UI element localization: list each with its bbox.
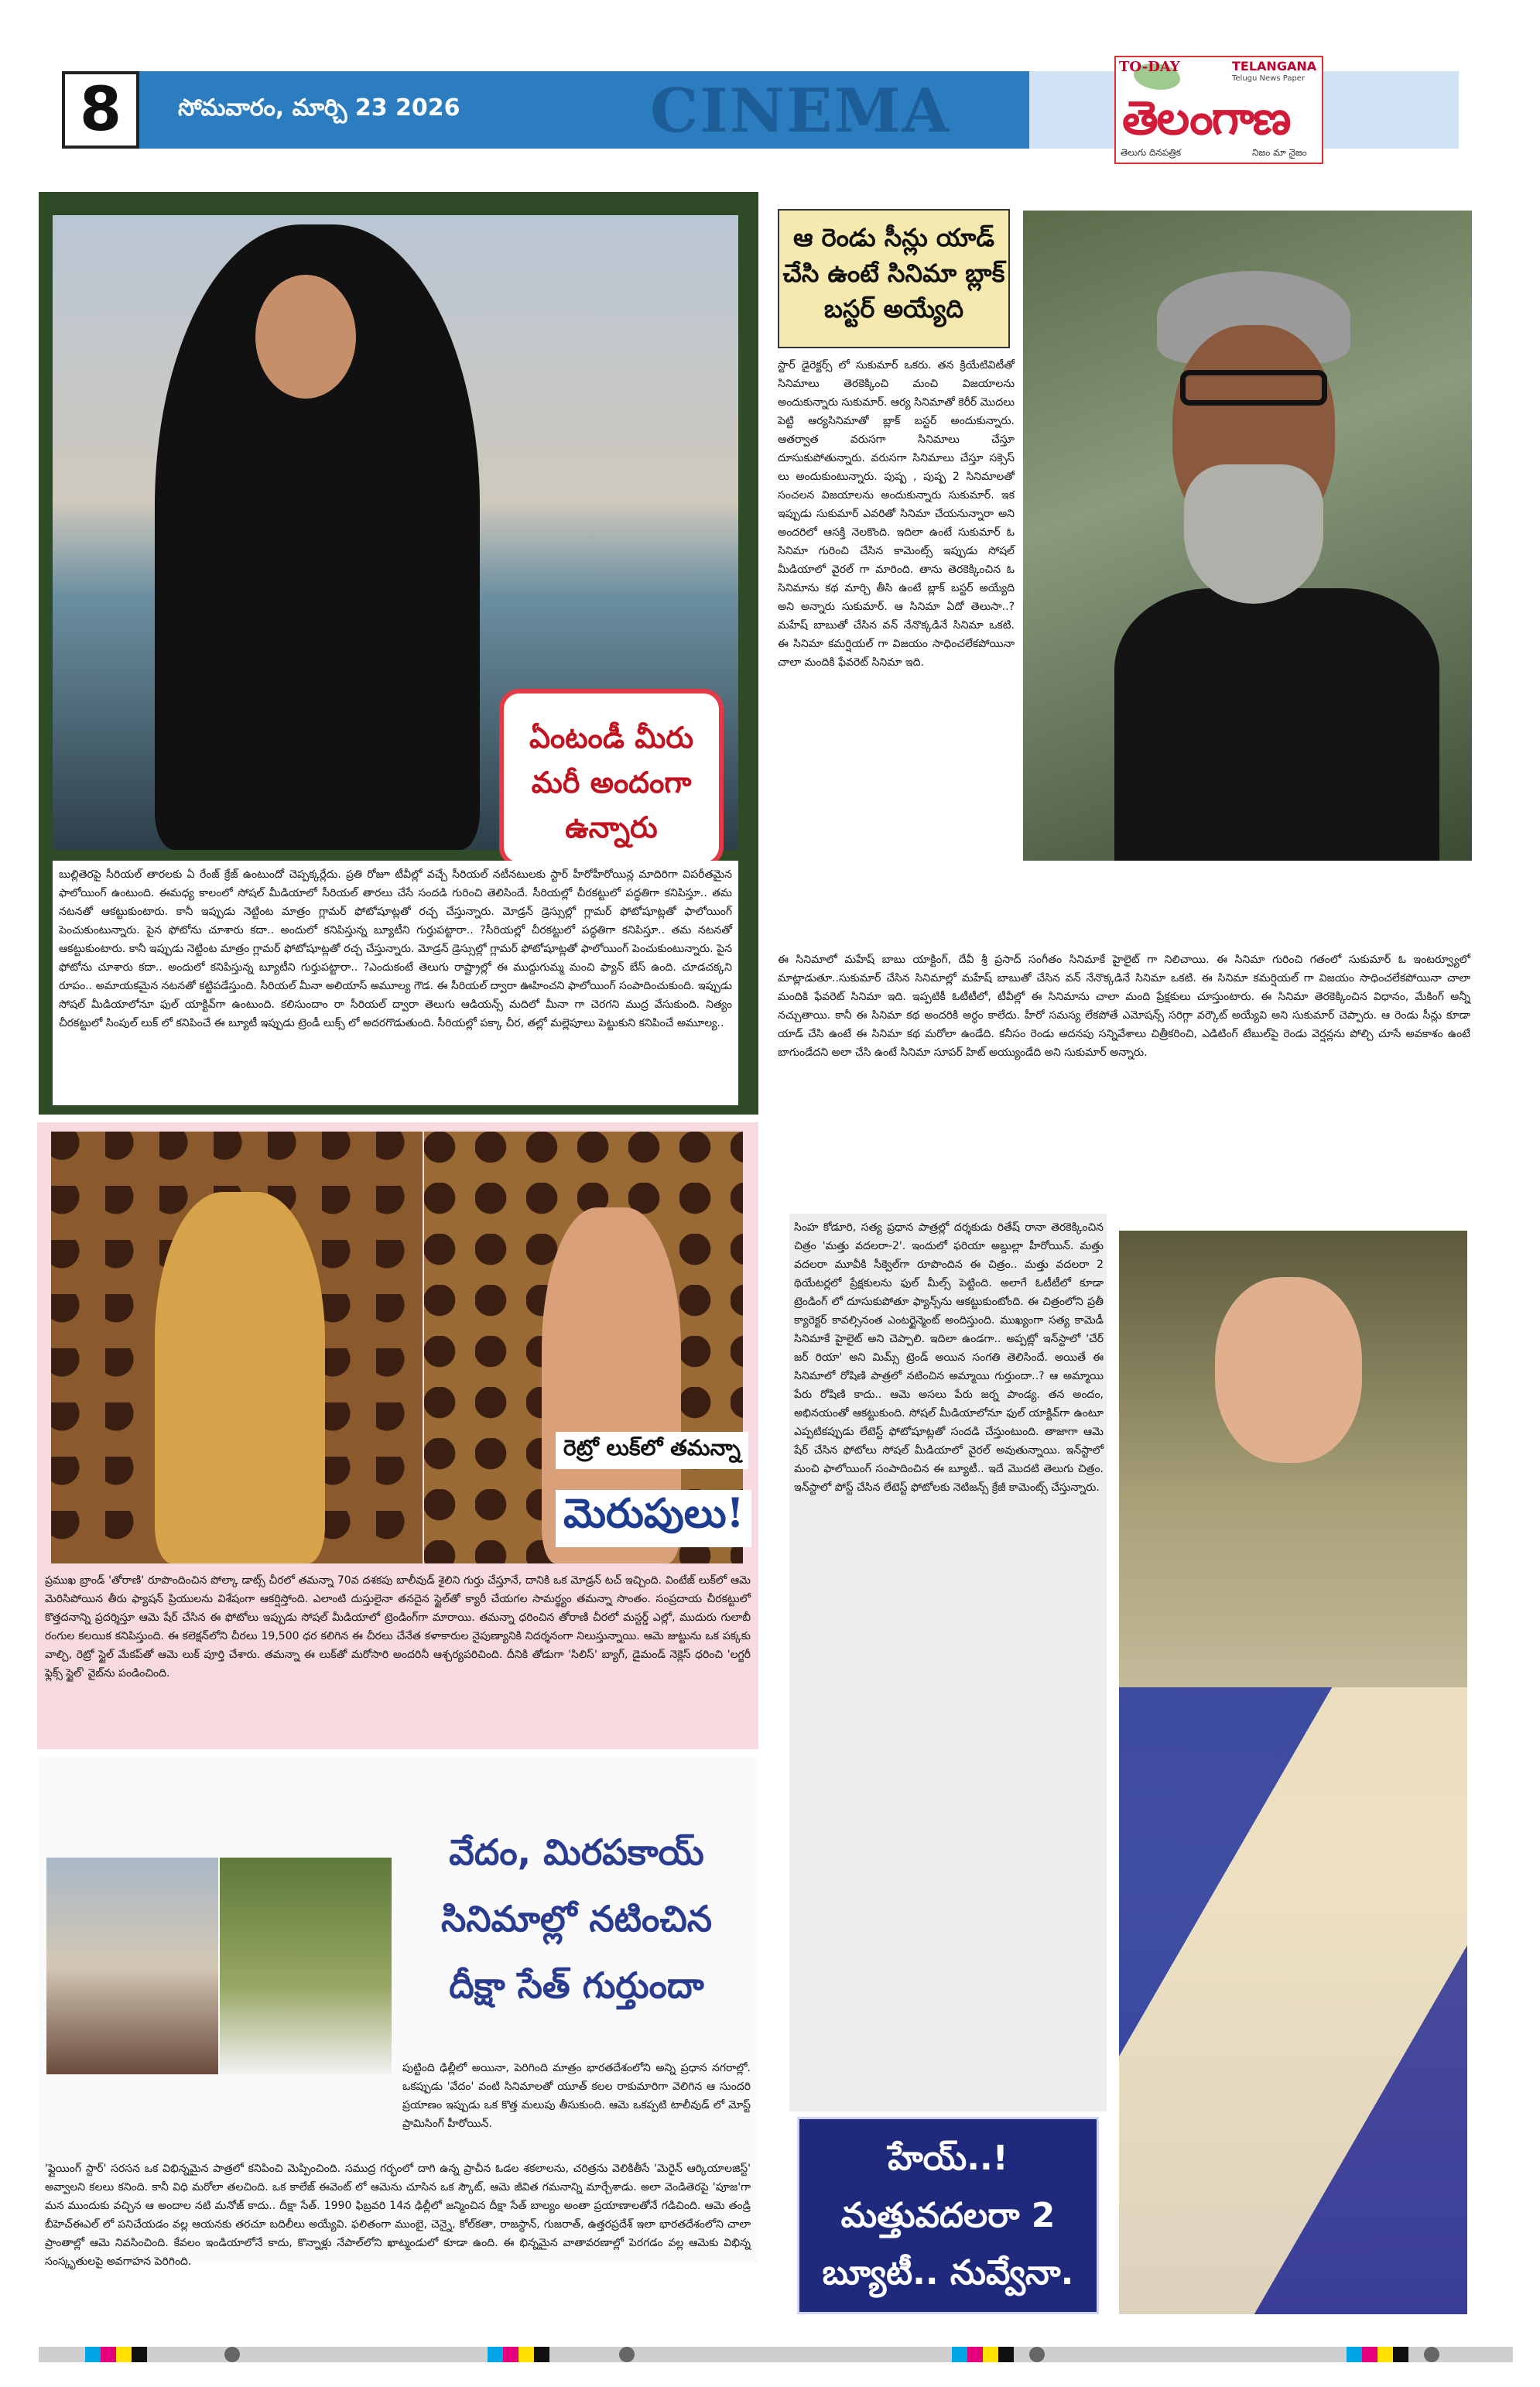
logo-subtitle: Telugu News Paper bbox=[1232, 74, 1306, 83]
black-swatch bbox=[534, 2347, 549, 2362]
logo-masthead: తెలంగాణ bbox=[1122, 91, 1290, 146]
tamanna-caption-line2: మెరుపులు! bbox=[556, 1490, 751, 1547]
cyan-swatch bbox=[488, 2347, 503, 2362]
heroine-body-box bbox=[794, 1218, 1104, 2108]
yellow-swatch bbox=[518, 2347, 534, 2362]
cyan-swatch bbox=[85, 2347, 101, 2362]
black-swatch bbox=[998, 2347, 1014, 2362]
logo-telangana: TELANGANA bbox=[1232, 59, 1317, 74]
sukumar-body-column-text: స్టార్ డైరెక్టర్స్ లో సుకుమార్ ఒకరు. తన క్రియేటివిటీతో సినిమాలు తెరకెక్కించి మంచి విజయాలను అందుకున్నారు సుకుమార్. ఆర్య సినిమాతో కెరీర్ మొదలు పెట్టి ఆర్యసినిమాతో బ్లాక్ బస్టర్ అందుకున్నారు. ఆతర్వాత వరుసగా సినిమాలు చేస్తూ దూసుకుపోతున్నారు. వరుసగా సినిమాలు చేస్తూ సక్సెస్ లు అందుకుంటున్నారు. పుష్ప , పుష్ప 2 సినిమాలతో సంచలన విజయాలను అందుకున్నారు సుకుమార్. ఇక ఇప్పుడు సుకుమార్ ఎవరితో సినిమా చేయనున్నారా అని అందరిలో ఆసక్తి నెలకొంది. ఇదిలా ఉంటే సుకుమార్ ఓ సినిమా గురించి చేసిన కామెంట్స్ ఇప్పుడు సోషల్ మీడియాలో వైరల్ గా మారింది. తాను తెరకెక్కించిన ఓ సినిమాను కథ మార్చి తీసి ఉంటే బ్లాక్ బస్టర్ అయ్యేది అని అన్నారు సుకుమార్. ఆ సినిమా ఏదో తెలుసా..?మహేష్ బాబుతో చేసిన వన్ నేనొక్కడినే సినిమా ఒకటి. ఈ సినిమా కమర్షియల్ గా విజయం సాధించలేకపోయినా చాలా మందికి ఫేవరెట్ సినిమా ఇది. bbox=[778, 359, 1015, 669]
heroine-body-text: సింహ కోడూరి, సత్య ప్రధాన పాత్రల్లో దర్శకుడు రితేష్ రానా తెరకెక్కించిన చిత్రం 'మత్తు వదలరా-2'. ఇందులో ఫరియా అబ్దుల్లా హీరోయిన్. మత్తు వదలరా మూవీకి సీక్వెల్‌గా రూపొందిన ఈ చిత్రం.. మత్తు వదలరా 2 థియేటర్లలో ప్రేక్షకులను ఫుల్ మీల్స్ పెట్టింది. అలాగే ఓటీటీలో కూడా ట్రెండింగ్ లో దూసుకుపోతూ ఫ్యాన్స్‌ను ఆకట్టుకుంటోంది. ఈ చిత్రంలోని ప్రతీ క్యారెక్టర్ కావల్సినంత ఎంటర్టైన్మెంట్ అందిస్తుంది. ముఖ్యంగా సత్య కామెడీ సినిమాకే హైలైట్ అని చెప్పాలి. ఇదిలా ఉండగా.. అప్పట్లో ఇన్‌స్టాలో 'చేర్ జర్ రియా' అని మిమ్స్ ట్రెండ్ అయిన సంగతి తెలిసిందే. అయితే ఈ సినిమాలో రోషిణి పాత్రలో నటించిన అమ్మాయి గుర్తుందా..? ఆ అమ్మాయి పేరు రోషిణి కాదు.. ఆమె అసలు పేరు జర్న పాండ్య. తన అందం, అభినయంతో ఆకట్టుకుంది. సోషల్ మీడియాలోనూ ఫుల్ యాక్టివ్‌గా ఉంటూ ఎప్పటికప్పుడు లేటెస్ట్ ఫోటోషూట్లతో సందడి చేస్తుంటుంది. తాజాగా ఆమె షేర్ చేసిన ఫోటోలు సోషల్ మీడియాలో వైరల్ అవుతున్నాయి. ఇన్‌స్టాలో మంచి ఫాలోయింగ్ సంపాదించిన ఈ బ్యూటీ.. ఇదే మొదటి తెలుగు చిత్రం. ఇన్‌స్టాలో పోస్ట్ చేసిన లేటెస్ట్ ఫోటోలకు నెటిజన్స్ క్రేజీ కామెంట్స్ చేస్తున్నారు. bbox=[794, 1221, 1104, 1494]
black-swatch bbox=[132, 2347, 147, 2362]
actress-body-box bbox=[53, 861, 738, 1105]
issue-date: సోమవారం, మార్చి 23 2026 bbox=[178, 94, 460, 122]
logo-tag-right: నిజం మా నైజం bbox=[1252, 147, 1307, 158]
black-swatch bbox=[1393, 2347, 1408, 2362]
magenta-swatch bbox=[967, 2347, 983, 2362]
sukumar-body-column bbox=[778, 356, 1015, 944]
sukumar-body-wide-text: ఈ సినిమాలో మహేష్ బాబు యాక్టింగ్, దేవీ శ్రీ ప్రసాద్ సంగీతం సినిమాకే హైలైట్ గా నిలిచాయి. ఈ సినిమా గురించి గతంలో సుకుమార్ ఓ ఇంటర్వ్యూలో మాట్లాడుతూ..సుకుమార్ చేసిన సినిమాల్లో మహేష్ బాబుతో చేసిన వన్ నేనొక్కడినే సినిమా ఒకటి. ఈ సినిమా కమర్షియల్ గా విజయం సాధించలేకపోయినా చాలా మందికి ఫేవరెట్ సినిమా ఇది. ఇప్పటికీ ఓటీటీలో, టీవీల్లో ఈ సినిమాను చాలా మంది ప్రేక్షకులు చూస్తుంటారు. ఈ సినిమా తెరకెక్కించిన విధానం, మేకింగ్ అన్నీ నచ్చుతాయి. కానీ ఈ సినిమా కథ అందరికి అర్ధం కాలేదు. హీరో సమస్య లేకపోతే ఎమోషన్స్ సరిగ్గా వర్కౌట్ అయ్యేవి అని సుకుమార్ చెప్పారు. ఆ రెండు సీన్లు కూడా యాడ్ చేసి ఉంటే ఈ సినిమా కథ మరోలా ఉండేది. కనీసం రెండు అదనపు సన్నివేశాలు చిత్రీకరించి, ఎడిటింగ్ టేబుల్‌పై రెండు వెర్షన్లను పోల్చి చూసే అవకాశం ఉంటే బాగుండేదని అలా చేసి ఉంటే సినిమా సూపర్ హిట్ అయ్యుండేది అని సుకుమార్ అన్నారు. bbox=[778, 954, 1470, 1059]
heroine-face-shape bbox=[1215, 1277, 1362, 1463]
logo-today: TO-DAY bbox=[1119, 59, 1180, 75]
tamanna-body-text: ప్రముఖ బ్రాండ్ 'తోరాణి' రూపొందించిన పోల్కా డాట్స్ చీరలో తమన్నా 70వ దశకపు బాలీవుడ్ శైలిని గుర్తు చేస్తూనే, దానికి ఒక మోడ్రన్ టచ్ ఇచ్చింది. వింటేజ్ లుక్‌లో ఆమె మెరిసిపోయిన తీరు ఫ్యాషన్ ప్రియులను విశేషంగా ఆకర్షిస్తోంది. ఎలాంటి దుస్తులైనా తనదైన స్టైల్‌తో క్యారీ చేయగల సామర్థ్యం తమన్నా సొంతం. సంప్రదాయ చీరకట్టులో కొత్తదనాన్ని ప్రదర్శిస్తూ ఆమె షేర్ చేసిన ఈ ఫోటోలు ఇప్పుడు సోషల్ మీడియాలో ట్రెండింగ్‌గా మారాయి. తమన్నా ధరించిన తోరాణి చీరలో మస్టర్డ్ ఎల్లో, ముదురు గులాబీ రంగుల కలయిక కనిపిస్తుంది. ఈ కలెక్షన్‌లోని చీరలు 19,500 ధర కలిగిన ఈ చీరలు చేనేత కళాకారుల నైపుణ్యానికి నిదర్శనంగా నిలుస్తున్నాయి. ఆమె జుట్టును ఒక పక్కకు వాల్చి, రెట్రో స్టైల్ మేకప్‌తో ఆమె లుక్ పూర్తి చేశారు. తమన్నా ఈ లుక్‌తో మరోసారి అందరినీ ఆశ్చర్యపరిచింది. దీనికి తోడుగా 'సిలిస్' బ్యాగ్, డైమండ్ నెక్లెస్ ధరించి 'లగ్జరీ ఫ్లెక్స్ స్టైల్' వైబ్‌ను పండించింది. bbox=[45, 1574, 751, 1680]
diksha-headline-line3: దీక్షా సేత్ గుర్తుందా bbox=[449, 1964, 704, 2006]
yellow-swatch bbox=[983, 2347, 998, 2362]
magenta-swatch bbox=[101, 2347, 116, 2362]
magenta-swatch bbox=[503, 2347, 518, 2362]
sukumar-glasses-shape bbox=[1180, 370, 1327, 406]
heroine-headline-line3: బ్యూటీ.. నువ్వేనా. bbox=[822, 2253, 1074, 2293]
sukumar-headline: ఆ రెండు సీన్లు యాడ్ చేసి ఉంటే సినిమా బ్లాక్ బస్టర్ అయ్యేది bbox=[778, 209, 1010, 348]
page-number: 8 bbox=[62, 71, 139, 149]
registration-dot bbox=[224, 2347, 240, 2362]
diksha-body-right-text: పుట్టింది ఢిల్లీలో అయినా, పెరిగింది మాత్రం భారతదేశంలోని అన్ని ప్రధాన నగరాల్లో. ఒకప్పుడు 'వేదం' వంటి సినిమాలతో యూత్ కలల రాకుమారిగా వెలిగిన ఆ సుందరి ప్రయాణం ఇప్పుడు ఒక కొత్త మలుపు తీసుకుంది. ఆమె ఒకప్పటి టాలీవుడ్ లో మోస్ట్ ప్రామిసింగ్ హీరోయిన్. bbox=[402, 2062, 751, 2130]
cyan-swatch bbox=[1347, 2347, 1362, 2362]
heroine-headline-line2: మత్తువదలరా 2 bbox=[840, 2196, 1056, 2235]
diksha-headline bbox=[402, 1819, 751, 2051]
diksha-headline-line1: వేదం, మిరపకాయ్ bbox=[449, 1831, 704, 1873]
sukumar-beard-shape bbox=[1184, 464, 1323, 604]
tamanna-caption-line1: రెట్రో లుక్‌లో తమన్నా bbox=[556, 1432, 748, 1469]
heroine-headline bbox=[797, 2117, 1099, 2314]
actress-face-shape bbox=[255, 275, 356, 399]
yellow-swatch bbox=[1377, 2347, 1393, 2362]
magenta-swatch bbox=[1362, 2347, 1377, 2362]
diksha-body-wide-text: 'ఫ్లైయింగ్ స్టార్' సరసన ఒక విభిన్నమైన పాత్రలో కనిపించి మెప్పించింది. సముద్ర గర్భంలో దాగి ఉన్న ప్రాచీన ఓడల శకలాలను, చరిత్రను వెలికితీసే 'మెరైన్ ఆర్కియాలజిస్ట్' అవ్వాలని కలలు కనింది. కానీ విధి మరోలా తలచింది. ఒక కాలేజ్ ఈవెంట్ లో ఆమెను చూసిన ఒక స్కౌట్, ఆమె జీవిత గమనాన్ని మార్చేశాడు. అలా వెండితెరపై 'పూజ'గా మన ముందుకు వచ్చిన ఆ అందాల నటి మనోజ్ కాదు.. దీక్షా సేత్. 1990 ఫిబ్రవరి 14న ఢిల్లీలో జన్మించిన దీక్షా సేత్ బాల్యం అంతా ప్రయాణాలతోనే గడిచింది. ఆమె తండ్రి బీహెచ్ఈఎల్ లో పనిచేయడం వల్ల ఆయనకు తరచూ బదిలీలు అయ్యేవి. ఫలితంగా ముంబై, చెన్నై, కోల్‌కతా, రాజస్థాన్, గుజరాత్, ఉత్తరప్రదేశ్ ఇలా భారతదేశంలోని చాలా ప్రాంతాల్లో ఆమె నివసించింది. కేవలం ఇండియాలోనే కాదు, కొన్నాళ్లు నేపాల్‌లోని ఖాట్మండులో కూడా ఉంది. ఈ భిన్నమైన వాతావరణాల్లో పెరగడం వల్ల ఆమెకు విభిన్న సంస్కృతులపై అవగాహన పెరిగింది. bbox=[45, 2163, 751, 2268]
diksha-headline-line2: సినిమాల్లో నటించిన bbox=[440, 1898, 713, 1940]
diksha-body-wide bbox=[45, 2159, 751, 2268]
section-title: CINEMA bbox=[650, 76, 951, 146]
sukumar-body-wide bbox=[778, 950, 1470, 1183]
registration-dot bbox=[619, 2347, 635, 2362]
heroine-saree-shape bbox=[1119, 1687, 1467, 2314]
cyan-swatch bbox=[952, 2347, 967, 2362]
registration-dot bbox=[1424, 2347, 1439, 2362]
yellow-swatch bbox=[116, 2347, 132, 2362]
diksha-body-right bbox=[402, 2059, 751, 2159]
diksha-photo-1 bbox=[46, 1858, 218, 2074]
sukumar-shirt-shape bbox=[1114, 588, 1439, 861]
logo-tag-left: తెలుగు దినపత్రిక bbox=[1121, 147, 1182, 158]
diksha-photo-2 bbox=[220, 1858, 392, 2074]
heroine-headline-line1: హేయ్..! bbox=[888, 2139, 1008, 2178]
tamanna-body-box bbox=[45, 1571, 751, 1743]
print-registration-strip bbox=[39, 2347, 1513, 2362]
actress-body-text: బుల్లితెరపై సీరియల్ తారలకు ఏ రేంజ్ క్రేజ్ ఉంటుందో చెప్పక్కర్లేదు. ప్రతి రోజూ టీవీల్లో వచ్చే సీరియల్ నటీనటులకు స్టార్ హీరోహీరోయిన్ల మాదిరిగా విపరీతమైన ఫాలోయింగ్ ఉంటుంది. ఈమధ్య కాలంలో సోషల్ మీడియాలో సీరియల్ తారలు చేసే సందడి గురించి తెలిసిందే. సీరియల్లో చీరకట్టులో పద్ధతిగా కనిపిస్తూ.. తమ నటనతో ఆకట్టుకుంటారు. కానీ ఇప్పుడు నెట్టింట మాత్రం గ్లామర్ ఫోటోషూట్లతో రచ్చ చేస్తున్నారు. మోడ్రన్ డ్రెస్సుల్లో గ్లామర్ ఫోటోషూట్లతో ఫాలోయింగ్ పెంచుకుంటున్నారు. పైన ఫోటోను చూశారు కదా.. అందులో కనిపిస్తున్న బ్యూటీని గుర్తుపట్టారా.. ?సీరియల్లో చీరకట్టులో పద్ధతిగా కనిపిస్తూ.. తమ నటనతో ఆకట్టుకుంటారు. కానీ ఇప్పుడు నెట్టింట మాత్రం గ్లామర్ ఫోటోషూట్లతో రచ్చ చేస్తున్నారు. మోడ్రన్ డ్రెస్సుల్లో గ్లామర్ ఫోటోషూట్లతో ఫాలోయింగ్ పెంచుకుంటున్నారు. పైన ఫోటోను చూశారు కదా.. అందులో కనిపిస్తున్న బ్యూటీని గుర్తుపట్టారా.. ?ఎందుకంటే తెలుగు రాష్ట్రాల్లో ఈ ముద్దుగుమ్మ మంచి ఫ్యాన్ బేస్ ఉంది. చూడచక్కని రూపం.. అమాయకమైన నటనతో కట్టిపడేస్తుంది. సీరియల్ మీనా అలియాస్ అమూల్య గౌడ. ఈ సీరియల్ ద్వారా ఊహించని ఫాలోయింగ్ సంపాదించుకుంది. ఇప్పుడు సోషల్ మీడియాలోనూ ఫుల్ యాక్టివ్‌గా ఉంటుంది. కలిసుందాం రా సీరియల్ ద్వారా తెలుగు ఆడియన్స్ మదిలో మీనా గా చెరగని ముద్ర వేసుకుంది. నిత్యం చీరకట్టులో సింపుల్ లుక్ లో కనిపించే ఈ బ్యూటీ ఇప్పుడు ట్రెండీ లుక్స్ లో అదరగొడుతుంది. సీరియల్లో పక్కా చీర, తల్లో మల్లెపూలు పెట్టుకుని కనిపించే అమూల్య.. bbox=[59, 868, 732, 1029]
registration-dot bbox=[1029, 2347, 1045, 2362]
tamanna-figure-1-shape bbox=[155, 1192, 325, 1563]
actress-quote-bubble: ఏంటండీ మీరు మరీ అందంగా ఉన్నారు bbox=[499, 689, 724, 867]
